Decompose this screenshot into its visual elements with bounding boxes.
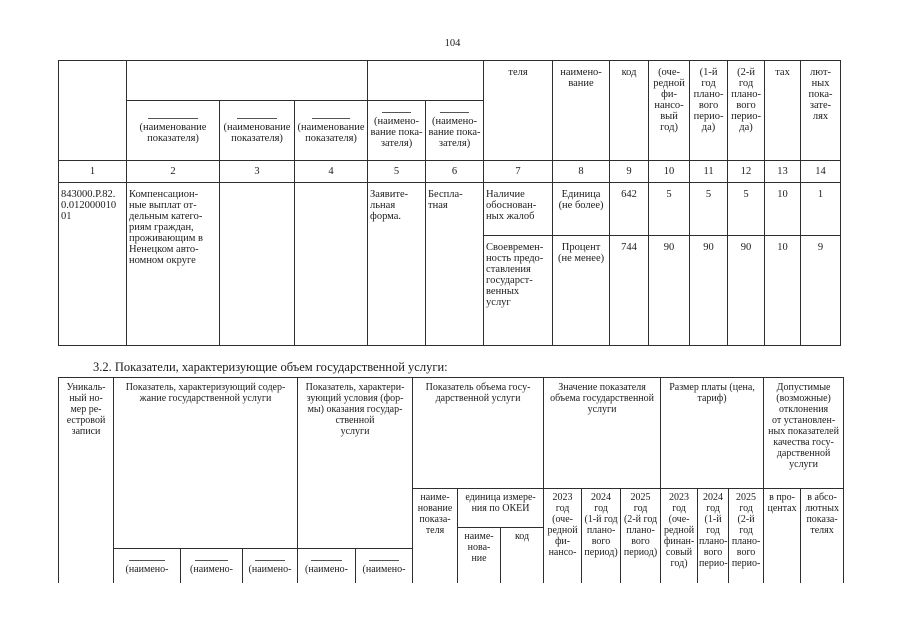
t1-header-col8: наимено- вание xyxy=(553,61,610,161)
blank-line xyxy=(382,112,412,113)
t2-sub-okei-unit: единица измере- ния по ОКЕИ xyxy=(458,489,544,528)
blank-line xyxy=(237,118,276,119)
t1-header-col12: (2-й год плано- вого перио- да) xyxy=(728,61,765,161)
t1-subheader-col2-text: (наименование показателя) xyxy=(139,121,207,144)
t1-column-number: 3 xyxy=(220,161,295,183)
t2-sub-fee-2024: 2024 год (1-й год плано- вого перио- xyxy=(698,489,729,583)
t1-indicator-value-1: 90 xyxy=(649,236,690,346)
t1-registry-number: 843000.Р.82. 0.012000010 01 xyxy=(59,183,127,346)
t1-condition-fee: Беспла- тная xyxy=(426,183,484,346)
blank-line xyxy=(311,560,342,561)
blank-line xyxy=(440,112,470,113)
page-number: 104 xyxy=(444,38,461,49)
t1-column-number: 12 xyxy=(728,161,765,183)
t2-name-cell-text: (наимено- xyxy=(125,564,169,575)
t1-content-indicator-3-empty xyxy=(295,183,368,346)
t1-column-number: 1 xyxy=(59,161,127,183)
t2-name-cell-text: (наимено- xyxy=(305,564,348,575)
t1-subheader-col3-text: (наименование показателя) xyxy=(223,121,291,144)
t1-indicator-deviation-absolute: 9 xyxy=(801,236,841,346)
t2-sub-fee-2025: 2025 год (2-й год плано- вого перио- xyxy=(729,489,764,583)
t1-indicator-name: Своевремен- ность предо- ставления государст- венных услуг xyxy=(484,236,553,346)
t2-header-registry-number: Уникаль- ный но- мер ре- естровой записи xyxy=(59,378,114,583)
t1-subheader-col6-text: (наимено- вание пока- зателя) xyxy=(428,116,481,149)
t2-sub-value-2024: 2024 год (1-й год плано- вого период) xyxy=(582,489,621,583)
t1-indicator-unit: Процент (не менее) xyxy=(553,236,610,346)
t1-indicator-value-1: 5 xyxy=(649,183,690,236)
t1-indicator-value-2: 5 xyxy=(690,183,728,236)
t2-sub-okei-name: наиме- нова- ние xyxy=(458,528,501,583)
t2-header-deviation: Допустимые (возможные) отклонения от установлен- ных показателей качества госу- дарственной услуги xyxy=(764,378,844,489)
table-row xyxy=(59,183,841,236)
t1-header-col10: (оче- редной фи- нансо- вый год) xyxy=(649,61,690,161)
t2-sub-deviation-percent: в про- центах xyxy=(764,489,801,583)
t1-content-indicator-header-cell xyxy=(127,61,368,101)
t1-subheader-col5-text: (наимено- вание пока- зателя) xyxy=(370,116,423,149)
t1-subheader-col2 xyxy=(127,101,220,161)
t2-header-volume-value: Значение показателя объема государственной услуги xyxy=(544,378,661,489)
t2-name-cell-text: (наимено- xyxy=(362,564,406,575)
t1-column-number: 14 xyxy=(801,161,841,183)
t1-service-content: Компенсацион- ные выплат от- дельным катего- риям граждан, проживающим в Ненецком авто- номном округе xyxy=(127,183,220,346)
t2-header-volume-indicator: Показатель объема госу- дарственной услуги xyxy=(413,378,544,489)
t2-condition-name-cell-2 xyxy=(356,549,413,583)
t1-header-col11: (1-й год плано- вого перио- да) xyxy=(690,61,728,161)
t1-subheader-col5 xyxy=(368,101,426,161)
t2-content-name-cell-2 xyxy=(181,549,243,583)
t1-subheader-col6 xyxy=(426,101,484,161)
t1-header-col9: код xyxy=(610,61,649,161)
t1-indicator-deviation-absolute: 1 xyxy=(801,183,841,236)
t1-column-number: 10 xyxy=(649,161,690,183)
t1-subheader-col4-text: (наименование показателя) xyxy=(297,121,365,144)
t2-name-cell-text: (наимено- xyxy=(248,564,292,575)
blank-line xyxy=(148,118,197,119)
t1-condition-form: Заявите- льная форма. xyxy=(368,183,426,346)
t1-indicator-value-3: 90 xyxy=(728,236,765,346)
t1-subheader-col4 xyxy=(295,101,368,161)
blank-line xyxy=(369,560,399,561)
t1-indicator-unit: Единица (не более) xyxy=(553,183,610,236)
t2-header-fee: Размер платы (цена, тариф) xyxy=(661,378,764,489)
t2-sub-deviation-absolute: в абсо- лютных показа- телях xyxy=(801,489,844,583)
blank-line xyxy=(129,560,165,561)
t1-header-col14: лют- ных пока- зате- лях xyxy=(801,61,841,161)
t2-content-name-cell-1 xyxy=(114,549,181,583)
t1-column-number: 7 xyxy=(484,161,553,183)
t1-indicator-value-2: 90 xyxy=(690,236,728,346)
t2-sub-volume-name: наиме- нование показа- теля xyxy=(413,489,458,583)
t2-sub-fee-2023: 2023 год (оче- редной финан- совый год) xyxy=(661,489,698,583)
t1-subheader-col3 xyxy=(220,101,295,161)
t2-content-name-cell-3 xyxy=(243,549,298,583)
blank-line xyxy=(195,560,228,561)
section-heading: 3.2. Показатели, характеризующие объем государственной услуги: xyxy=(93,360,448,374)
t1-condition-indicator-header-cell xyxy=(368,61,484,101)
t1-column-number: 6 xyxy=(426,161,484,183)
t2-condition-name-cell-1 xyxy=(298,549,356,583)
quality-indicators-table xyxy=(58,60,841,346)
volume-indicators-table xyxy=(58,377,844,583)
blank-line xyxy=(312,118,350,119)
t1-registry-header-cell xyxy=(59,61,127,161)
t1-content-indicator-2-empty xyxy=(220,183,295,346)
t1-indicator-deviation-percent: 10 xyxy=(765,183,801,236)
t2-name-cell-text: (наимено- xyxy=(190,564,233,575)
t2-header-condition-indicator: Показатель, характери- зующий условия (фор- мы) оказания государ- ственной услуги xyxy=(298,378,413,549)
t1-indicator-code: 642 xyxy=(610,183,649,236)
t1-header-col13: тах xyxy=(765,61,801,161)
t1-column-number: 2 xyxy=(127,161,220,183)
blank-line xyxy=(255,560,284,561)
t2-sub-value-2023: 2023 год (оче- редной фи- нансо- xyxy=(544,489,582,583)
t2-sub-value-2025: 2025 год (2-й год плано- вого период) xyxy=(621,489,661,583)
t1-column-number: 11 xyxy=(690,161,728,183)
t2-sub-okei-code: код xyxy=(501,528,544,583)
t1-indicator-name: Наличие обоснован- ных жалоб xyxy=(484,183,553,236)
t1-column-number: 4 xyxy=(295,161,368,183)
t1-header-col7: теля xyxy=(484,61,553,161)
t1-column-number: 8 xyxy=(553,161,610,183)
t1-column-number: 5 xyxy=(368,161,426,183)
t1-indicator-code: 744 xyxy=(610,236,649,346)
t1-indicator-value-3: 5 xyxy=(728,183,765,236)
t1-column-number: 9 xyxy=(610,161,649,183)
t1-column-number: 13 xyxy=(765,161,801,183)
t1-indicator-deviation-percent: 10 xyxy=(765,236,801,346)
t2-header-content-indicator: Показатель, характеризующий содер- жание государственной услуги xyxy=(114,378,298,549)
